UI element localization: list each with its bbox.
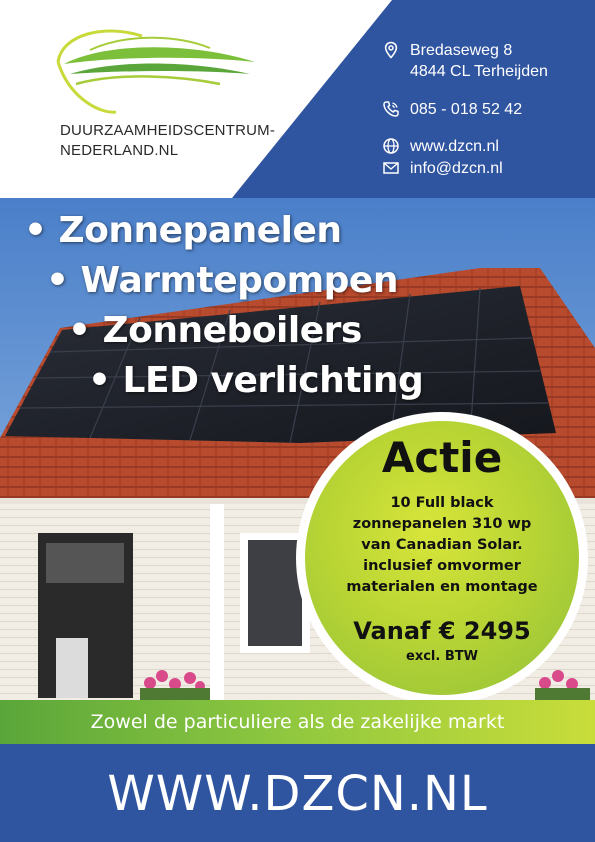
tagline-text: Zowel de particuliere als de zakelijke markt (90, 711, 505, 733)
service-item-heat-pumps: • Warmtepompen (46, 260, 398, 301)
promo-line: 10 Full black (390, 495, 494, 511)
contact-address (382, 40, 548, 82)
promo-badge-inner (305, 421, 579, 695)
contact-website[interactable] (382, 136, 499, 157)
brand-name-line-2: NEDERLAND.NL (60, 142, 179, 159)
promo-line: materialen en montage (346, 579, 538, 595)
footer-website-link[interactable]: WWW.DZCN.NL (107, 766, 488, 822)
promo-vat-note: excl. BTW (406, 649, 478, 664)
promo-line: van Canadian Solar. (361, 537, 523, 553)
promo-price: Vanaf € 2495 (353, 617, 531, 645)
contact-email[interactable] (382, 158, 503, 179)
address-line-1: Bredaseweg 8 (410, 42, 513, 59)
promo-title: Actie (381, 433, 503, 482)
footer (0, 744, 595, 842)
promo-line: zonnepanelen 310 wp (352, 516, 532, 532)
header (0, 0, 595, 198)
phone-icon (382, 100, 400, 118)
website-link: www.dzcn.nl (410, 138, 499, 155)
contact-phone[interactable] (382, 99, 522, 120)
service-item-solar-boilers: • Zonneboilers (68, 310, 362, 351)
tagline-band (0, 700, 595, 744)
envelope-icon (382, 159, 400, 177)
brand-name-line-1: DUURZAAMHEIDSCENTRUM- (60, 122, 276, 139)
promo-line: inclusief omvormer (363, 558, 521, 574)
address-line-2: 4844 CL Terheijden (410, 63, 548, 80)
promo-description (305, 493, 579, 598)
location-pin-icon (382, 41, 400, 59)
globe-icon (382, 137, 400, 155)
email-link: info@dzcn.nl (410, 160, 503, 177)
phone-number: 085 - 018 52 42 (410, 101, 523, 118)
service-item-solar-panels: • Zonnepanelen (24, 210, 342, 251)
service-item-led-lighting: • LED verlichting (88, 360, 424, 401)
promo-badge (296, 412, 588, 704)
brand-logo (50, 22, 265, 117)
